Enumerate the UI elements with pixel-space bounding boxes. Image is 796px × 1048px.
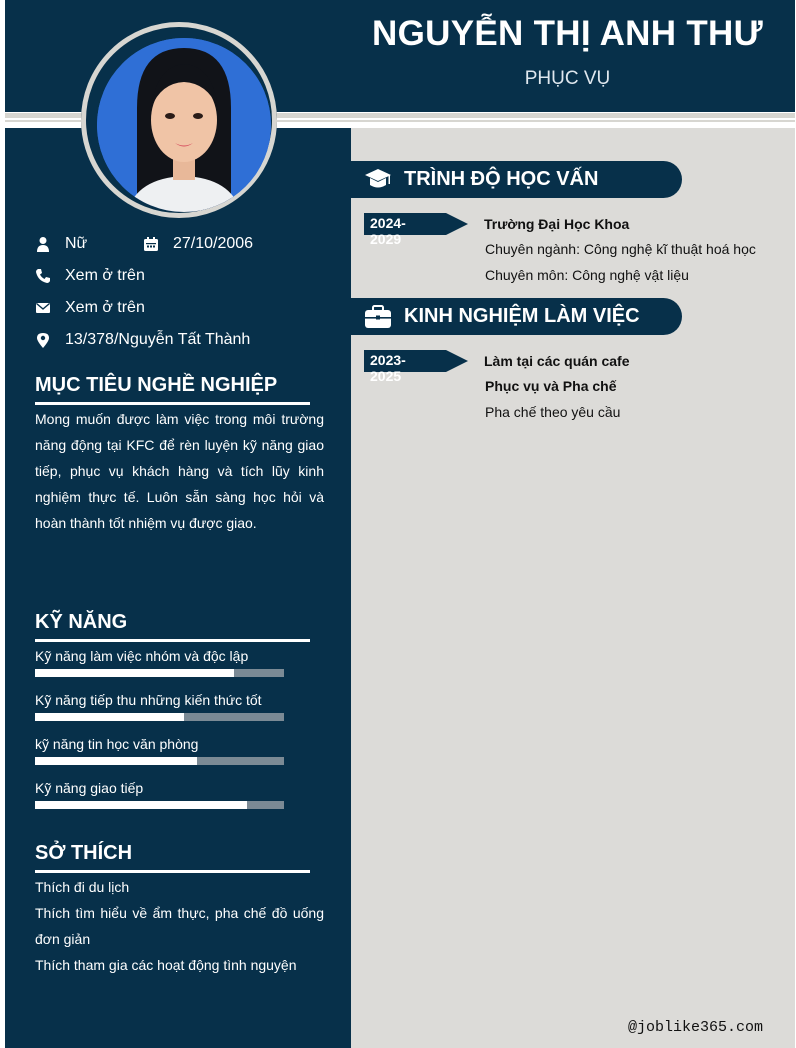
email-value: Xem ở trên: [65, 299, 145, 316]
avatar-frame: [81, 22, 277, 218]
skill-label: Kỹ năng tiếp thu những kiến thức tốt: [35, 692, 262, 708]
experience-banner: [351, 298, 682, 335]
education-school: Trường Đại Học Khoa: [484, 216, 630, 232]
address-value: 13/378/Nguyễn Tất Thành: [65, 331, 251, 348]
skill-bar-fill: [35, 801, 247, 809]
skill-bar: [35, 713, 284, 721]
envelope-icon: [35, 300, 51, 316]
experience-position: Phục vụ và Pha chế: [485, 378, 617, 394]
skill-bar: [35, 757, 284, 765]
education-specialty: Chuyên môn: Công nghệ vật liệu: [485, 267, 689, 283]
education-period: 2024-2029: [370, 215, 406, 247]
avatar: [97, 38, 271, 212]
skill-label: Kỹ năng giao tiếp: [35, 780, 144, 796]
contact-birthdate: [143, 235, 253, 253]
birthdate-value: 27/10/2006: [173, 235, 254, 252]
main-column: [351, 128, 795, 1048]
objective-title: MỤC TIÊU NGHỀ NGHIỆP: [35, 374, 278, 396]
hobbies-list: [35, 874, 324, 978]
skill-label: kỹ năng tin học văn phòng: [35, 736, 199, 752]
hobby-item: Thích đi du lịch: [35, 879, 130, 895]
skill-bar: [35, 669, 284, 677]
contact-gender: [35, 235, 87, 253]
experience-description: Pha chế theo yêu cầu: [485, 404, 621, 420]
skill-bar-fill: [35, 713, 184, 721]
objective-text: Mong muốn được làm việc trong môi trường năng động tại KFC để rèn luyện kỹ năng giao tiếp, phục vụ khách hàng và tích lũy kinh nghiệm thực tế. Luôn sẵn sàng học hỏi và hoàn thành tốt nhiệm vụ được giao.: [35, 411, 324, 531]
hobby-item: Thích tìm hiểu về ẩm thực, pha chế đồ uống đơn giản: [35, 905, 324, 947]
skill-label: Kỹ năng làm việc nhóm và độc lập: [35, 648, 249, 664]
portrait-image: [97, 38, 271, 212]
map-pin-icon: [35, 332, 51, 348]
education-banner: [351, 161, 682, 198]
hobby-item: Thích tham gia các hoạt động tình nguyện: [35, 957, 297, 973]
avatar-ring: [81, 22, 277, 218]
footer-watermark: @joblike365.com: [628, 1019, 764, 1036]
candidate-role: PHỤC VỤ: [524, 68, 611, 89]
contact-phone: [35, 267, 145, 285]
hobbies-title: SỞ THÍCH: [35, 842, 133, 864]
education-major: Chuyên ngành: Công nghệ kĩ thuật hoá học: [485, 241, 756, 257]
skill-bar: [35, 801, 284, 809]
hobbies-rule: [35, 870, 310, 873]
skills-title: KỸ NĂNG: [35, 611, 128, 633]
contact-email: [35, 299, 145, 317]
skills-rule: [35, 639, 310, 642]
candidate-name: NGUYỄN THỊ ANH THƯ: [372, 14, 763, 53]
briefcase-icon: [364, 304, 392, 330]
objective-rule: [35, 402, 310, 405]
user-icon: [35, 236, 51, 252]
phone-value: Xem ở trên: [65, 267, 145, 284]
contact-address: [35, 331, 250, 349]
skill-bar-fill: [35, 757, 197, 765]
graduation-cap-icon: [364, 167, 392, 193]
experience-place: Làm tại các quán cafe: [484, 353, 630, 369]
skill-bar-fill: [35, 669, 234, 677]
calendar-icon: [143, 236, 159, 252]
gender-value: Nữ: [65, 235, 88, 252]
experience-title: KINH NGHIỆM LÀM VIỆC: [404, 305, 640, 327]
phone-icon: [35, 268, 51, 284]
education-title: TRÌNH ĐỘ HỌC VẤN: [404, 168, 599, 190]
experience-period: 2023-2025: [370, 352, 406, 384]
